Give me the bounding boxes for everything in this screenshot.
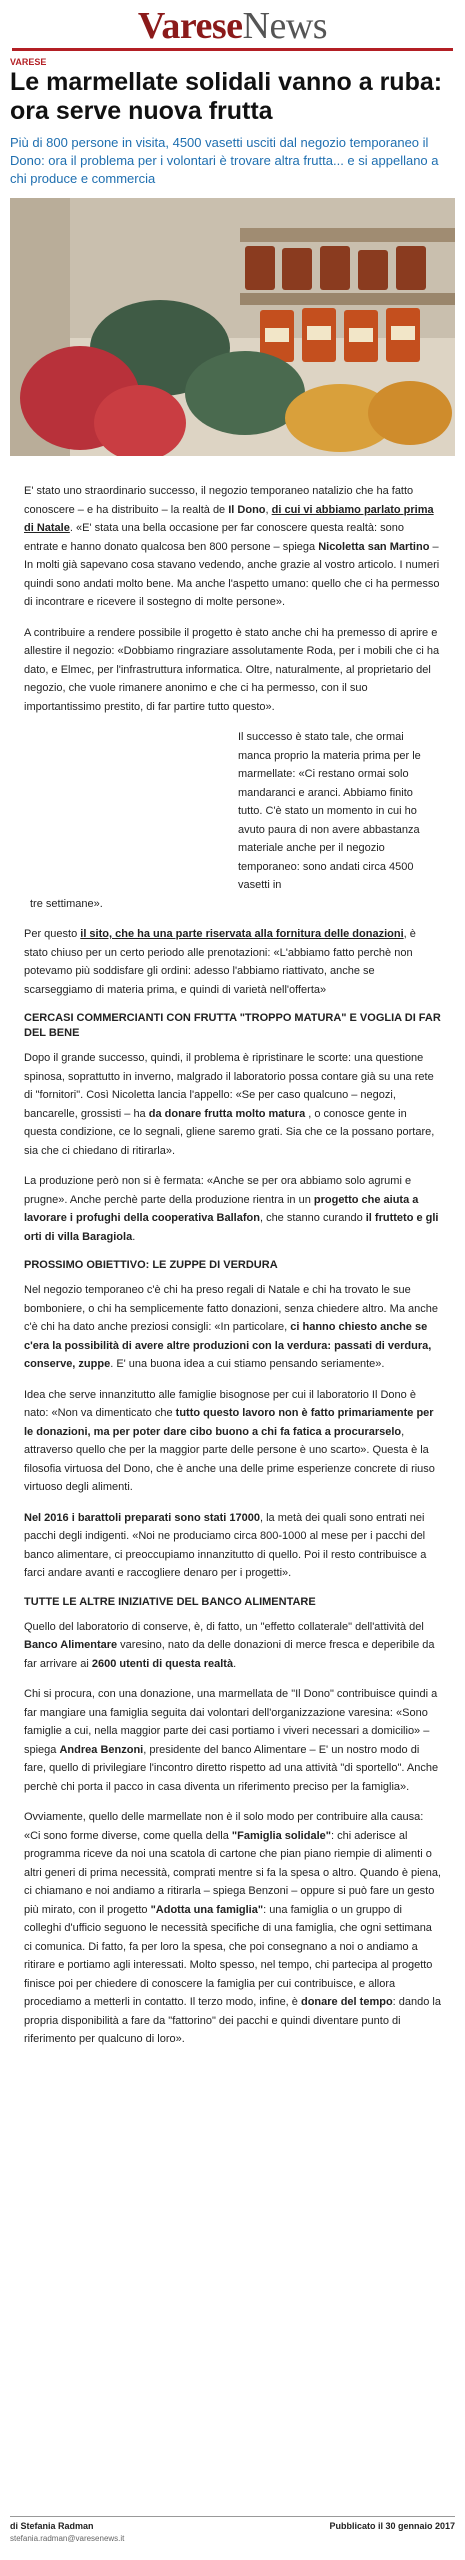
paragraph-7: Nel negozio temporaneo c'è chi ha preso regali di Natale e chi ha trovato le sue bomboniere, o chi ha semplicemente fatto donazioni, senza chiedere altro. Ma anche c'è chi ha dato anche preziosi consigli: «In particolare, ci hanno chiesto anche se c'era la possibilità di avere altre produzioni con la verdura: passati di verdura, conserve, zuppe. E' una buona idea a cui stiamo pensando seriamente». (24, 1284, 438, 1370)
header-divider (12, 48, 453, 51)
author-email[interactable]: stefania.radman@varesenews.it (10, 2534, 125, 2543)
article-title: Le marmellate solidali vanno a ruba: ora serve nuova frutta (10, 68, 443, 125)
paragraph-2: A contribuire a rendere possibile il progetto è stato anche chi ha premesso di aprire e allestire il negozio: «Dobbiamo ringraziare assolutamente Roda, per i mobili che ci ha dato, e Elmec, per l'infrastruttura informatica. Oltre, naturalmente, al proprietario del negozio, che vuole rimanere anonimo e che ci ha permesso, con il suo importantissimo prestito, di far partire tutto questo». (24, 626, 440, 713)
article-footer (10, 2521, 455, 2543)
subheading-zuppe: PROSSIMO OBIETTIVO: LE ZUPPE DI VERDURA (24, 1259, 278, 1271)
paragraph-3-box: Il successo è stato tale, che ormai manca proprio la materia prima per le marmellate: «Ci restano ormai solo mandaranci e aranci. Abbiamo finito tutto. C'è stato un momento in cui ho avuto paura di non avere abbastanza materiale anche per il negozio temporaneo: sono andati circa 4500 vasetti in (238, 731, 421, 891)
paragraph-6: La produzione però non si è fermata: «Anche se per ora abbiamo solo agrumi e prugne». Anche perchè parte della produzione rientra in un progetto che aiuta a lavorare i profughi della cooperativa Ballafon, che stanno curando il frutteto e gli orti di villa Baragiola. (24, 1175, 439, 1243)
previous-article-link[interactable]: di cui vi abbiamo parlato prima di Natale (24, 503, 434, 534)
paragraph-8: Idea che serve innanzitutto alle famiglie bisognose per cui il laboratorio Il Dono è nato: «Non va dimenticato che tutto questo lavoro non è fatto primariamente per le donazioni, ma per poter dare cibo buono a chi fa fatica a procurarselo, attraverso quello che per la maggior parte delle persone è uno scarto». Questa è la filosofia virtuosa del Dono, che è anche una delle prime esperienze concrete di riuso virtuoso degli alimenti. (24, 1388, 435, 1493)
site-header (0, 0, 465, 51)
article-body (0, 482, 465, 2049)
author-name: di Stefania Radman (10, 2521, 94, 2531)
section-label[interactable]: VARESE (10, 57, 47, 67)
paragraph-12: Ovviamente, quello delle marmellate non è il solo modo per contribuire alla causa: «Ci sono forme diverse, come quella della "Famiglia solidale": chi aderisce al programma riceve da noi una scatola di cartone che pian piano riempie di alimenti o altri generi di prima necessità, comprati mentre si fa la spesa o altro. Quando è piena, ci chiamano e noi andiamo a ritirarla – spiega Benzoni – oppure si può fare un gesto più mirato, con il progetto "Adotta una famiglia": una famiglia o un gruppo di colleghi d'ufficio seguono le necessità specifiche di una famiglia, che ogni settimana ci comunica. Di fatto, fa per loro la spesa, che poi consegnano a noi o andiamo a ritirare e portiamo agli interessati. Molto spesso, nel tempo, chi partecipa al progetto finisce poi per chiedere di conoscere la famiglia per cui contribuisce, e allora procediamo a metterli in contatto. Il terzo modo, infine, è donare del tempo: dando la propria disponibilità a fare da "fattorino" dei pacchi e quindi diventare punto di riferimento per qualcuno di loro». (24, 1811, 441, 2045)
article-subtitle: Più di 800 persone in visita, 4500 vasetti usciti dal negozio temporaneo il Dono: ora il problema per i volontari è trovare altra frutta... e si appellano a chi produce e commercia (10, 135, 439, 186)
subheading-frutta: CERCASI COMMERCIANTI CON FRUTTA "TROPPO MATURA" E VOGLIA DI FAR DEL BENE (24, 1012, 441, 1039)
paragraph-4: Per questo il sito, che ha una parte riservata alla fornitura delle donazioni, è stato chiuso per un certo periodo alle prenotazioni: «L'abbiamo fatto perchè non potevamo più soddisfare gli ordini: adesso l'abbiamo riattivato, anche se scarseggiamo di materia prima, e quindi di varietà nell'offerta» (24, 928, 416, 996)
footer-divider (10, 2516, 455, 2517)
publish-date: Pubblicato il 30 gennaio 2017 (329, 2521, 455, 2531)
site-logo[interactable]: VareseNews (137, 5, 328, 47)
paragraph-10: Quello del laboratorio di conserve, è, di fatto, un "effetto collaterale" dell'attività del Banco Alimentare varesino, nato da delle donazioni di merce fresca e deperibile da far arrivare ai 2600 utenti di questa realtà. (24, 1620, 435, 1670)
donation-site-link[interactable]: il sito, che ha una parte riservata alla fornitura delle donazioni (80, 928, 404, 940)
subheading-banco: TUTTE LE ALTRE INIZIATIVE DEL BANCO ALIMENTARE (24, 1595, 316, 1608)
paragraph-5: Dopo il grande successo, quindi, il problema è ripristinare le scorte: una questione spinosa, soprattutto in inverno, malgrado il laboratorio possa contare già su una rete di "fornitori". Così Nicoletta lancia l'appello: «Se per caso qualcuno – negozi, bancarelle, grossisti – ha da donare frutta molto matura , o conosce gente in questa condizione, ce lo segnali, gliene saremo grati. Sia che ce la possano portare, sia che ci chiedano di ritirarla». (24, 1052, 435, 1157)
paragraph-3-tail: tre settimane». (30, 897, 103, 910)
article-photo (10, 198, 455, 456)
jam-jars-and-fruit-image (10, 198, 455, 456)
paragraph-1: E' stato uno straordinario successo, il negozio temporaneo natalizio che ha fatto conoscere – e ha distribuito – la realtà de Il Dono, di cui vi abbiamo parlato prima di Natale. «E' stata una bella occasione per far conoscere questa realtà: sono entrate e hanno donato qualcosa ben 800 persone – spiega Nicoletta san Martino – In molti già sapevano cosa stavano vedendo, anche grazie al vostro articolo. I numeri quindi sono andati molto bene. Ma anche l'aspetto umano: quello che ci ha permesso di incontrare e ricevere il sostegno di molte persone». (24, 485, 440, 608)
paragraph-11: Chi si procura, con una donazione, una marmellata de "Il Dono" contribuisce quindi a far mangiare una famiglia seguita dai volontari dell'organizzazione varesina: «Sono famiglie a cui, nella maggior parte dei casi portiamo i viveri necessari a domicilio» – spiega Andrea Benzoni, presidente del banco Alimentare – E' un nostro modo di fare, quello di privilegiare l'incontro diretto rispetto ad una attività "di sportello". Anche perchè chi porta il pacco in casa diventa un riferimento preciso per la famiglia». (24, 1688, 439, 1793)
paragraph-9: Nel 2016 i barattoli preparati sono stati 17000, la metà dei quali sono entrati nei pacchi degli indigenti. «Noi ne produciamo circa 800-1000 al mese per i pacchi del banco alimentare, ci preoccupiamo innanzitutto di quello. Poi il resto contribuisce a farci andare avanti e raccogliere denaro per i progetti». (24, 1511, 427, 1579)
